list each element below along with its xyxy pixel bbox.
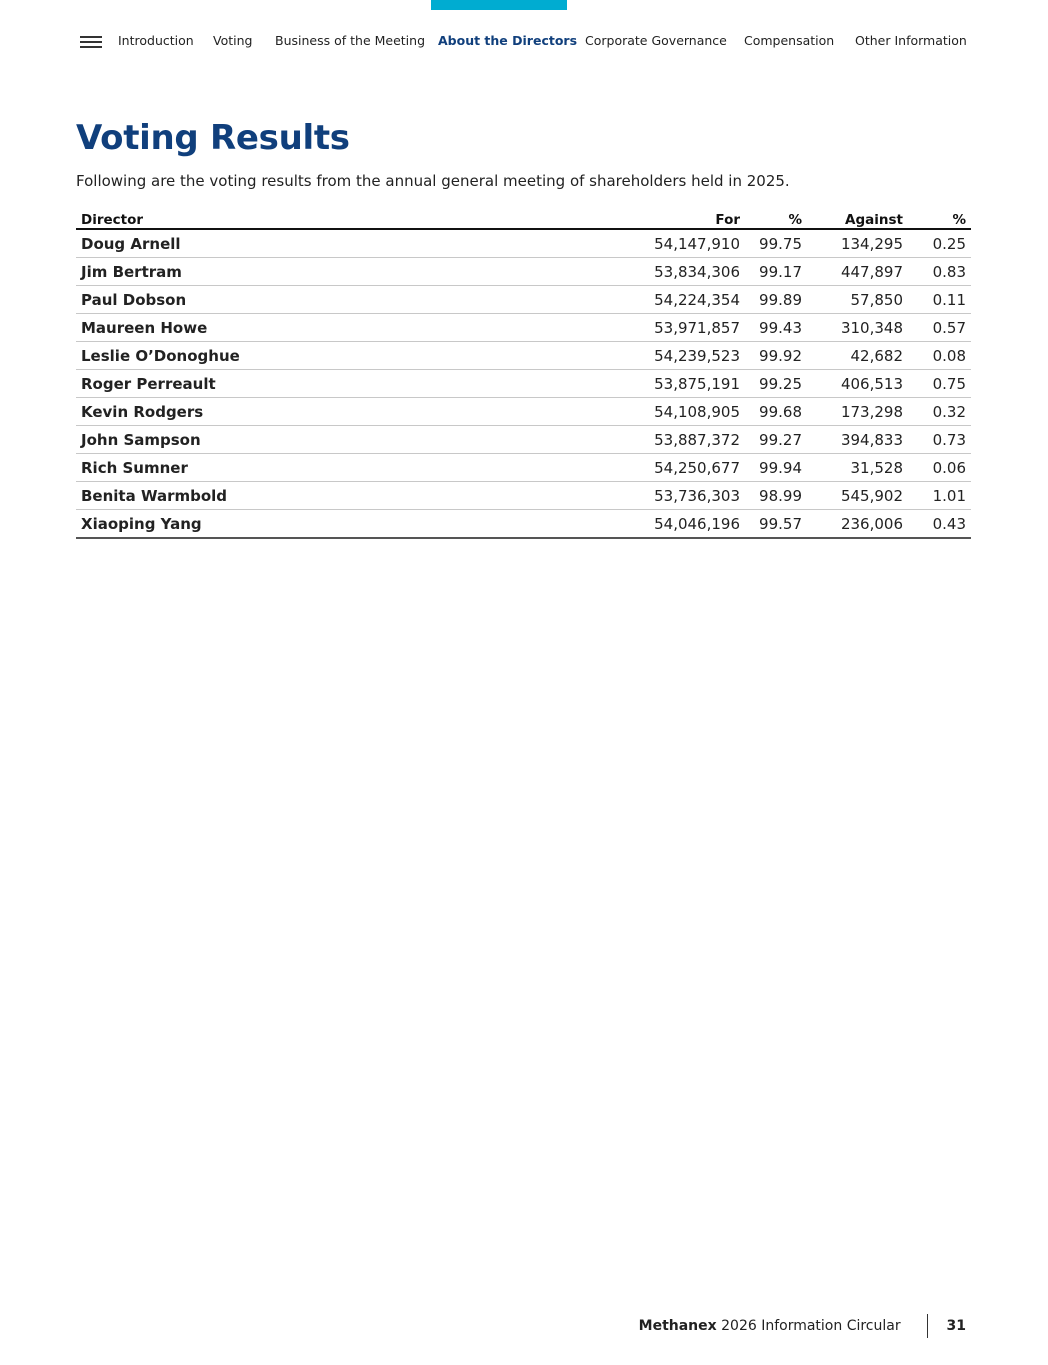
nav-item-compensation[interactable]: Compensation (744, 33, 835, 48)
for-percent: 99.17 (745, 258, 807, 286)
table-row (76, 482, 971, 510)
page-number: 31 (946, 1318, 966, 1334)
nav-item-other-information[interactable]: Other Information (855, 33, 967, 48)
column-header-against-percent: % (908, 207, 971, 229)
for-percent: 99.68 (745, 398, 807, 426)
for-votes: 53,736,303 (636, 482, 745, 510)
table-row (76, 342, 971, 370)
against-votes: 31,528 (807, 454, 908, 482)
against-percent: 0.75 (908, 370, 971, 398)
footer-divider (927, 1314, 928, 1338)
director-name[interactable]: Benita Warmbold (76, 482, 636, 510)
director-name[interactable]: Doug Arnell (76, 229, 636, 258)
against-votes: 447,897 (807, 258, 908, 286)
table-row (76, 229, 971, 258)
against-percent: 1.01 (908, 482, 971, 510)
nav-item-voting[interactable]: Voting (213, 33, 253, 48)
for-votes: 54,108,905 (636, 398, 745, 426)
director-name[interactable]: Leslie O’Donoghue (76, 342, 636, 370)
director-name[interactable]: Xiaoping Yang (76, 510, 636, 539)
table-row (76, 314, 971, 342)
for-votes: 54,046,196 (636, 510, 745, 539)
for-percent: 99.25 (745, 370, 807, 398)
for-percent: 99.57 (745, 510, 807, 539)
against-votes: 394,833 (807, 426, 908, 454)
for-votes: 53,887,372 (636, 426, 745, 454)
for-percent: 99.92 (745, 342, 807, 370)
director-name[interactable]: John Sampson (76, 426, 636, 454)
column-header-against: Against (807, 207, 908, 229)
for-votes: 54,224,354 (636, 286, 745, 314)
against-votes: 42,682 (807, 342, 908, 370)
against-percent: 0.08 (908, 342, 971, 370)
director-name[interactable]: Jim Bertram (76, 258, 636, 286)
director-name[interactable]: Rich Sumner (76, 454, 636, 482)
against-percent: 0.57 (908, 314, 971, 342)
table-row (76, 398, 971, 426)
against-percent: 0.73 (908, 426, 971, 454)
table-row (76, 454, 971, 482)
table-body (76, 229, 971, 538)
director-name[interactable]: Paul Dobson (76, 286, 636, 314)
for-votes: 54,250,677 (636, 454, 745, 482)
voting-results-table (76, 207, 971, 539)
table-header-row (76, 207, 971, 229)
against-votes: 57,850 (807, 286, 908, 314)
active-section-indicator (431, 0, 567, 10)
table-row (76, 510, 971, 539)
nav-item-about-the-directors[interactable]: About the Directors (438, 33, 578, 48)
nav-item-introduction[interactable]: Introduction (118, 33, 194, 48)
page-footer (639, 1314, 966, 1336)
table-row (76, 258, 971, 286)
column-header-director: Director (76, 207, 636, 229)
for-percent: 99.75 (745, 229, 807, 258)
hamburger-menu-icon[interactable] (80, 36, 102, 50)
footer-doc-title: 2026 Information Circular (721, 1318, 901, 1334)
page-title: Voting Results (76, 118, 350, 158)
for-percent: 99.27 (745, 426, 807, 454)
director-name[interactable]: Maureen Howe (76, 314, 636, 342)
footer-brand: Methanex (638, 1318, 717, 1334)
table-row (76, 286, 971, 314)
against-percent: 0.43 (908, 510, 971, 539)
against-votes: 310,348 (807, 314, 908, 342)
for-votes: 54,239,523 (636, 342, 745, 370)
nav-item-corporate-governance[interactable]: Corporate Governance (585, 33, 727, 48)
column-header-for-percent: % (745, 207, 807, 229)
table-row (76, 426, 971, 454)
nav-item-business-of-the-meeting[interactable]: Business of the Meeting (275, 33, 425, 48)
table-row (76, 370, 971, 398)
against-percent: 0.06 (908, 454, 971, 482)
against-percent: 0.11 (908, 286, 971, 314)
intro-text: Following are the voting results from the annual general meeting of shareholders held in 2025. (76, 172, 790, 190)
against-percent: 0.32 (908, 398, 971, 426)
column-header-for: For (636, 207, 745, 229)
for-votes: 53,834,306 (636, 258, 745, 286)
against-percent: 0.83 (908, 258, 971, 286)
director-name[interactable]: Kevin Rodgers (76, 398, 636, 426)
against-votes: 545,902 (807, 482, 908, 510)
for-percent: 99.94 (745, 454, 807, 482)
for-votes: 54,147,910 (636, 229, 745, 258)
against-votes: 134,295 (807, 229, 908, 258)
for-percent: 99.89 (745, 286, 807, 314)
against-votes: 236,006 (807, 510, 908, 539)
for-votes: 53,971,857 (636, 314, 745, 342)
for-percent: 98.99 (745, 482, 807, 510)
for-percent: 99.43 (745, 314, 807, 342)
against-votes: 173,298 (807, 398, 908, 426)
for-votes: 53,875,191 (636, 370, 745, 398)
against-votes: 406,513 (807, 370, 908, 398)
against-percent: 0.25 (908, 229, 971, 258)
director-name[interactable]: Roger Perreault (76, 370, 636, 398)
